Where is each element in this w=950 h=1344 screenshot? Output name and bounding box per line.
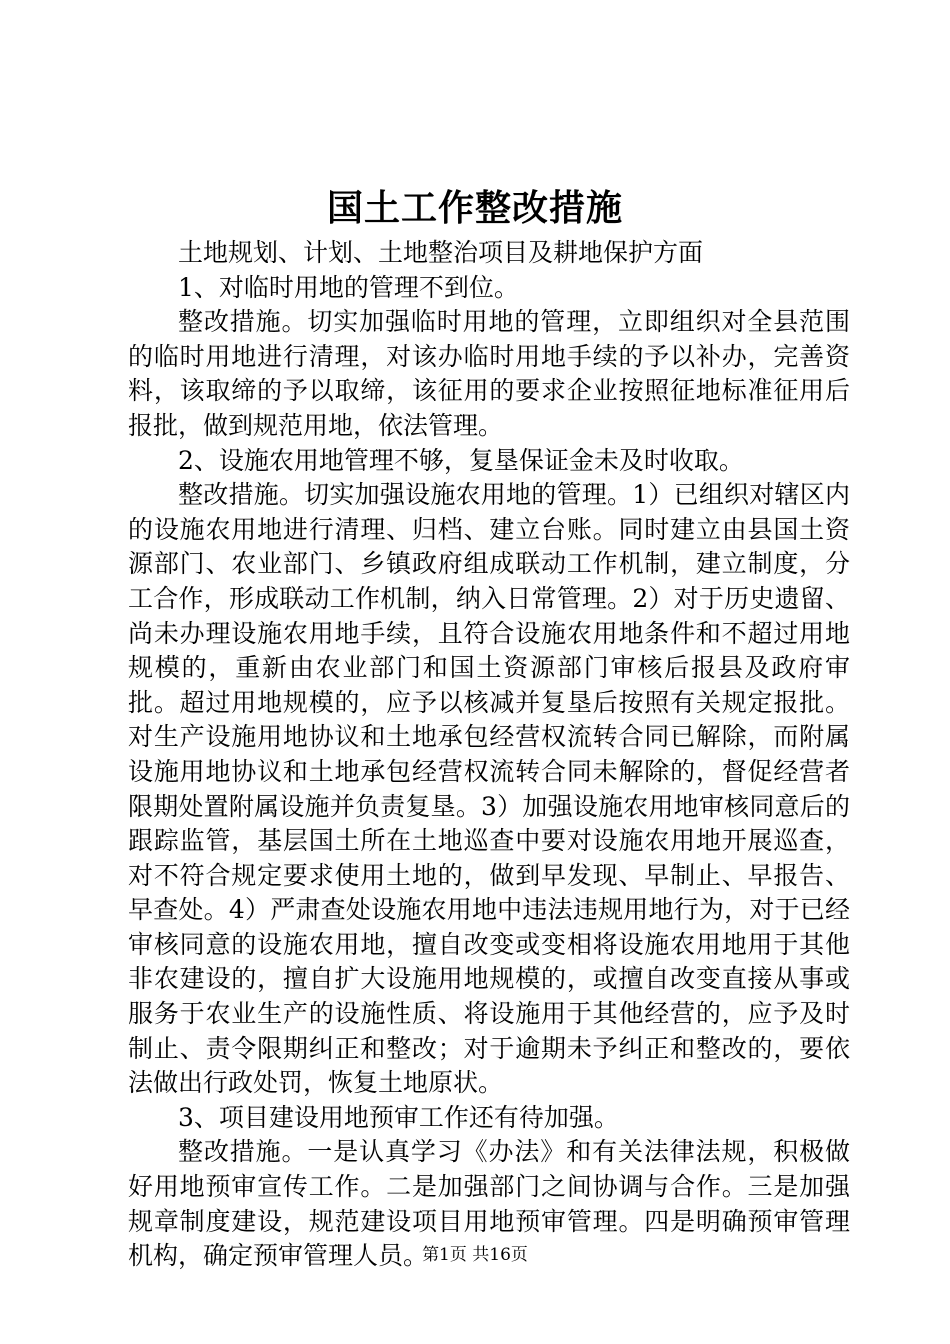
issue-item-2: 2、设施农用地管理不够，复垦保证金未及时收取。 [178,445,744,475]
measure-paragraph-2: 整改措施。切实加强设施农用地的管理。1）已组织对辖区内的设施农用地进行清理、归档、建立台账。同时建立由县国土资源部门、农业部门、乡镇政府组成联动工作机制，建立制度，分工合作，形成联动工作机制，纳入日常管理。2）对于历史遗留、尚未办理设施农用地手续，且符合设施农用地条件和不超过用地规模的，重新由农业部门和国土资源部门审核后报县及政府审批。超过用地规模的，应予以核减并复垦后按照有关规定报批。对生产设施用地协议和土地承包经营权流转合同已解除，而附属设施用地协议和土地承包经营权流转合同未解除的，督促经营者限期处置附属设施并负责复垦。3）加强设施农用地审核同意后的跟踪监管，基层国土所在土地巡查中要对设施农用地开展巡查，对不符合规定要求使用土地的，做到早发现、早制止、早报告、早查处。4）严肃查处设施农用地中违法违规用地行为，对于已经审核同意的设施农用地，擅自改变或变相将设施农用地用于其他非农建设的，擅自扩大设施用地规模的，或擅自改变直接从事或服务于农业生产的设施性质、将设施用于其他经营的，应予及时制止、责令限期纠正和整改；对于逾期未予纠正和整改的，要依法做出行政处罚，恢复土地原状。 [128,480,850,1098]
measure-paragraph-1: 整改措施。切实加强临时用地的管理，立即组织对全县范围的临时用地进行清理，对该办临时用地手续的予以补办，完善资料，该取缔的予以取缔，该征用的要求企业按照征地标准征用后报批，做到规范用地，依法管理。 [128,307,850,440]
measure-paragraph-3: 整改措施。一是认真学习《办法》和有关法律法规，积极做好用地预审宣传工作。二是加强部门之间协调与合作。三是加强规章制度建设，规范建设项目用地预审管理。四是明确预审管理机构，确定预审管理人员。 [128,1137,850,1271]
document-title: 国土工作整改措施 [326,187,623,229]
page-footer: 第1页 共16页 [422,1245,528,1265]
document-body [128,236,850,1274]
issue-item-3: 3、项目建设用地预审工作还有待加强。 [178,1102,619,1132]
issue-item-1: 1、对临时用地的管理不到位。 [178,272,519,302]
section-heading: 土地规划、计划、土地整治项目及耕地保护方面 [178,238,704,267]
